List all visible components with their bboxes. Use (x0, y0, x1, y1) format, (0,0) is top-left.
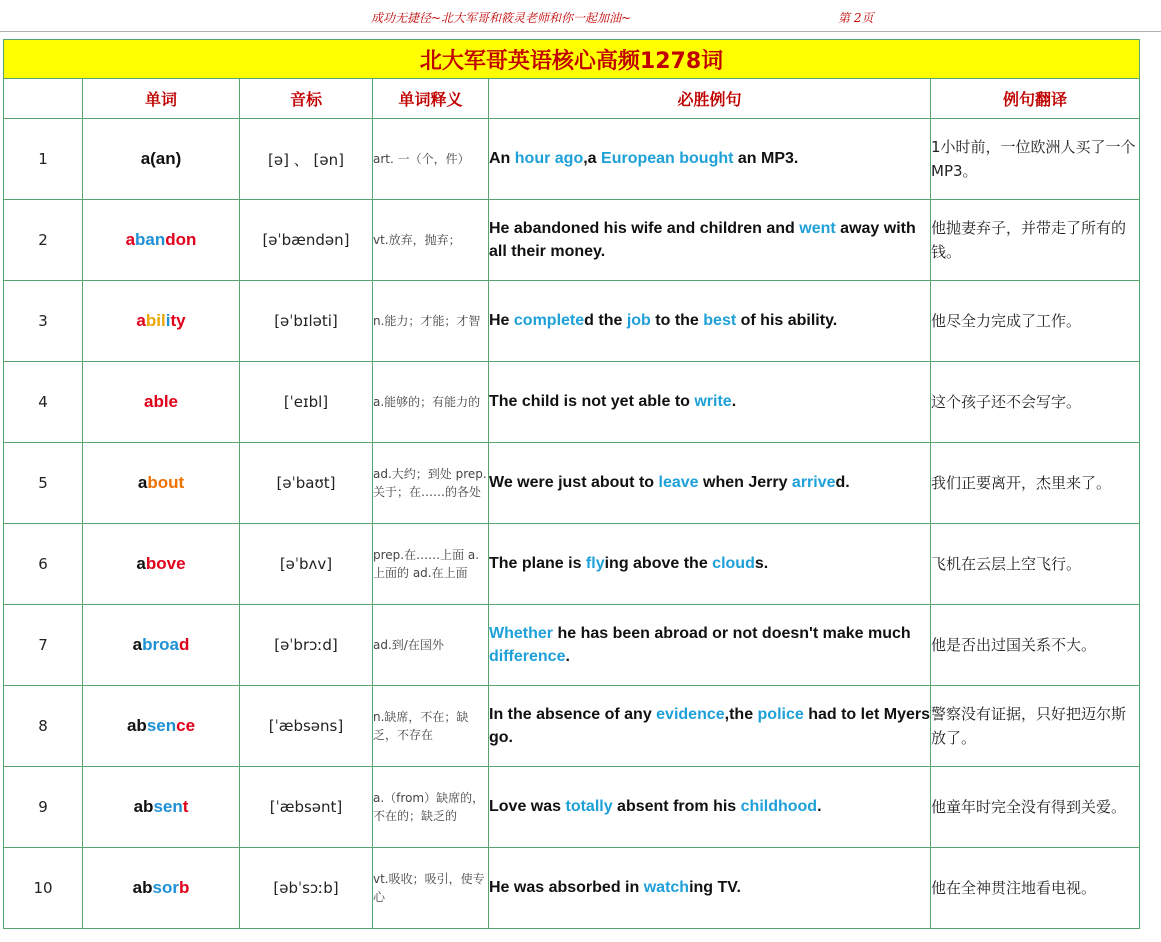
title-row (4, 40, 1140, 79)
header-number (4, 79, 83, 119)
definition-cell: prep.在……上面 a.上面的 ad.在上面 (373, 524, 489, 605)
table-row (4, 119, 1140, 200)
translation-cell: 警察没有证据，只好把迈尔斯放了。 (931, 686, 1140, 767)
example-cell (489, 605, 931, 686)
example-text: he has been abroad or not doesn't make much (553, 624, 911, 642)
example-text: He was absorbed in (489, 879, 644, 897)
translation-cell: 这个孩子还不会写字。 (931, 362, 1140, 443)
word-part: ab (133, 797, 154, 816)
example-text: . (565, 648, 570, 665)
word-cell (83, 119, 240, 200)
definition-cell: art. 一（个，件） (373, 119, 489, 200)
example-text: The plane is (489, 555, 586, 573)
phonetic-cell: [əˈbʌv] (240, 524, 373, 605)
example-cell (489, 686, 931, 767)
example-text: ing above the (604, 555, 713, 573)
example-text: an MP3. (733, 150, 799, 168)
word-cell (83, 767, 240, 848)
word-part: bout (147, 473, 185, 492)
word-part: b (178, 878, 190, 897)
example-text: absent from his (612, 798, 741, 816)
row-number: 9 (4, 767, 83, 848)
word-part: a (137, 473, 148, 492)
example-highlight: job (626, 312, 651, 330)
word-cell (83, 524, 240, 605)
row-number: 2 (4, 200, 83, 281)
phonetic-cell: [əˈbɪləti] (240, 281, 373, 362)
translation-cell: 我们正要离开，杰里来了。 (931, 443, 1140, 524)
translation-cell: 他是否出过国关系不大。 (931, 605, 1140, 686)
header-example: 必胜例句 (489, 79, 931, 119)
word-cell (83, 281, 240, 362)
example-highlight: best (703, 312, 737, 330)
word-cell (83, 200, 240, 281)
example-highlight: arrive (791, 474, 836, 492)
definition-cell: ad.大约；到处 prep.关于；在……的各处 (373, 443, 489, 524)
phonetic-cell: [əbˈsɔːb] (240, 848, 373, 929)
example-text: We were just about to (489, 474, 659, 492)
example-text: d the (584, 312, 627, 330)
row-number: 8 (4, 686, 83, 767)
example-text: away with all their money. (489, 219, 916, 260)
definition-cell: a.能够的；有能力的 (373, 362, 489, 443)
example-text: He (489, 312, 514, 330)
definition-cell: vt.放弃，抛弃； (373, 200, 489, 281)
translation-cell: 他在全神贯注地看电视。 (931, 848, 1140, 929)
example-highlight: watch (643, 879, 690, 897)
row-number: 7 (4, 605, 83, 686)
example-text: . (817, 798, 822, 816)
example-text: ,the (724, 705, 758, 723)
example-highlight: leave (658, 474, 699, 492)
word-cell (83, 605, 240, 686)
translation-cell: 他抛妻弃子，并带走了所有的钱。 (931, 200, 1140, 281)
table-row (4, 686, 1140, 767)
row-number: 1 (4, 119, 83, 200)
example-text: In the absence of any (489, 705, 657, 723)
example-cell (489, 443, 931, 524)
example-cell (489, 119, 931, 200)
example-highlight: European bought (601, 150, 734, 168)
translation-cell: 飞机在云层上空飞行。 (931, 524, 1140, 605)
word-part: a (132, 635, 143, 654)
row-number: 5 (4, 443, 83, 524)
phonetic-cell: [ˈæbsənt] (240, 767, 373, 848)
example-text: of his ability. (736, 312, 838, 330)
header-slogan: 成功无捷径~北大军哥和筱灵老师和你一起加油~ (371, 11, 632, 25)
word-part: able (143, 392, 179, 411)
word-part: a(an) (140, 149, 182, 168)
example-highlight: childhood (740, 798, 818, 816)
definition-cell: a.（from）缺席的，不在的；缺乏的 (373, 767, 489, 848)
row-number: 6 (4, 524, 83, 605)
row-number: 3 (4, 281, 83, 362)
example-cell (489, 200, 931, 281)
example-text: Love was (489, 798, 566, 816)
table-row (4, 605, 1140, 686)
example-cell (489, 524, 931, 605)
definition-cell: n.缺席，不在；缺乏，不存在 (373, 686, 489, 767)
word-part: i (165, 311, 171, 330)
page-number: 第 2页 (838, 11, 874, 25)
phonetic-cell: [ˈæbsəns] (240, 686, 373, 767)
phonetic-cell: [əˈbændən] (240, 200, 373, 281)
definition-cell: ad.到/在国外 (373, 605, 489, 686)
word-part: ty (170, 311, 186, 330)
translation-cell: 他尽全力完成了工作。 (931, 281, 1140, 362)
phonetic-cell: [ˈeɪbl] (240, 362, 373, 443)
word-part: ab (126, 716, 147, 735)
word-part: t (182, 797, 189, 816)
header-translation: 例句翻译 (931, 79, 1140, 119)
phonetic-cell: [əˈbrɔːd] (240, 605, 373, 686)
page-header (0, 0, 1161, 32)
example-text: . (731, 393, 737, 411)
row-number: 4 (4, 362, 83, 443)
word-part: ce (176, 716, 196, 735)
table-row (4, 362, 1140, 443)
phonetic-cell: [əˈbaʊt] (240, 443, 373, 524)
example-text: ,a (583, 150, 602, 168)
header-phonetic: 音标 (240, 79, 373, 119)
example-highlight: hour ago (514, 150, 584, 168)
example-cell (489, 281, 931, 362)
header-word: 单词 (83, 79, 240, 119)
word-part: a (136, 554, 146, 573)
example-highlight: difference (489, 648, 566, 665)
word-part: d (178, 635, 190, 654)
example-cell (489, 362, 931, 443)
word-part: sor (152, 878, 179, 897)
word-cell (83, 443, 240, 524)
word-part: bove (145, 554, 186, 573)
example-highlight: went (799, 219, 836, 237)
table-row (4, 848, 1140, 929)
example-highlight: totally (565, 798, 613, 816)
table-row (4, 767, 1140, 848)
example-highlight: fly (585, 555, 605, 573)
example-highlight: complete (513, 312, 585, 330)
table-row (4, 524, 1140, 605)
word-part: bil (145, 311, 166, 330)
word-cell (83, 686, 240, 767)
definition-cell: vt.吸收；吸引，使专心 (373, 848, 489, 929)
word-part: don (165, 230, 197, 249)
word-part: sen (153, 797, 183, 816)
header-definition: 单词释义 (373, 79, 489, 119)
example-highlight: evidence (656, 705, 725, 723)
example-text: An (489, 150, 515, 168)
translation-cell: 1小时前，一位欧洲人买了一个MP3。 (931, 119, 1140, 200)
table-row (4, 443, 1140, 524)
translation-cell: 他童年时完全没有得到关爱。 (931, 767, 1140, 848)
word-part: a (136, 311, 146, 330)
header-row (4, 79, 1140, 119)
example-highlight: Whether (489, 624, 553, 642)
example-highlight: cloud (712, 555, 755, 573)
vocabulary-table (3, 39, 1140, 929)
example-text: when Jerry (698, 474, 792, 492)
example-text: He abandoned his wife and children and (489, 219, 800, 237)
table-row (4, 281, 1140, 362)
example-highlight: police (757, 705, 804, 723)
table-title: 北大军哥英语核心高频1278词 (4, 40, 1140, 79)
example-text: to the (650, 312, 704, 330)
table-body (4, 119, 1140, 929)
word-cell (83, 848, 240, 929)
example-text: s. (754, 555, 769, 573)
word-cell (83, 362, 240, 443)
example-text: had to let Myers go. (489, 705, 931, 746)
definition-cell: n.能力；才能；才智 (373, 281, 489, 362)
example-cell (489, 767, 931, 848)
word-part: ban (135, 230, 166, 249)
phonetic-cell: [ə] 、 [ən] (240, 119, 373, 200)
example-text: d. (835, 474, 850, 492)
example-text: ing TV. (689, 879, 741, 897)
word-part: a (125, 230, 136, 249)
example-text: The child is not yet able to (489, 393, 695, 411)
word-part: sen (146, 716, 177, 735)
example-highlight: write (694, 393, 732, 411)
table-row (4, 200, 1140, 281)
example-cell (489, 848, 931, 929)
word-part: broa (142, 635, 179, 654)
row-number: 10 (4, 848, 83, 929)
word-part: ab (132, 878, 153, 897)
